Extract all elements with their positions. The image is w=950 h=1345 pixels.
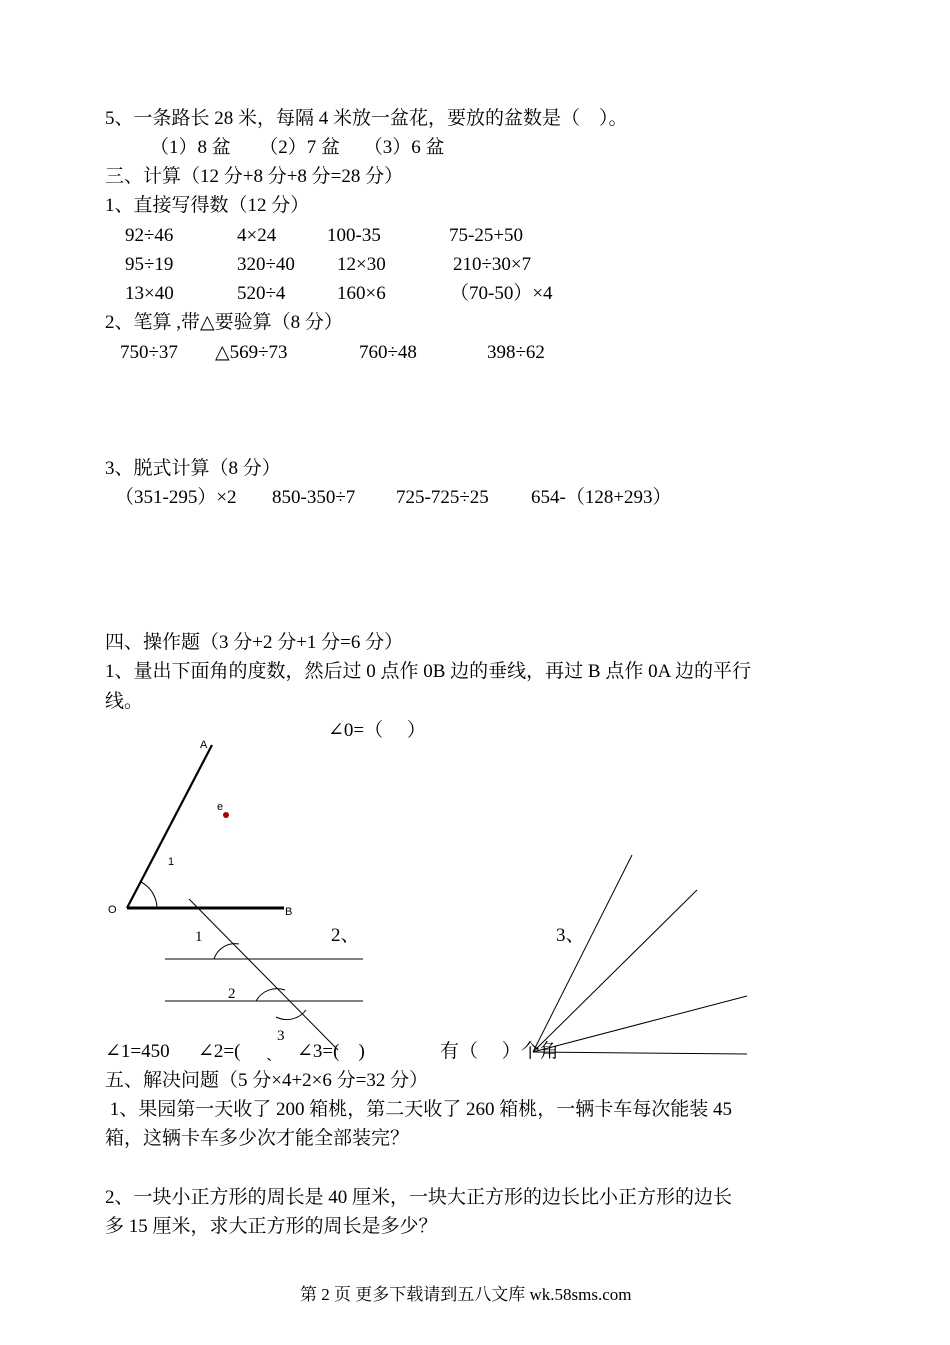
calc-r3-c1: 13×40 <box>125 283 174 304</box>
label-a: A <box>200 739 208 751</box>
angle-arc-2-2 <box>256 989 285 1001</box>
calc-r1-c1: 92÷46 <box>125 225 174 246</box>
calc-r2-c3: 12×30 <box>337 254 386 275</box>
section3-part2-title: 2、笔算 ,带△要验算（8 分） <box>105 312 343 333</box>
label-2-angle-2: 2 <box>228 986 236 1002</box>
label-angle-1: 1 <box>168 856 175 868</box>
stepwise-calc-1: （351-295）×2 <box>115 487 237 508</box>
calc-r3-c4: （70-50）×4 <box>450 283 553 304</box>
label-2-angle-1: 1 <box>195 929 203 945</box>
section5-title: 五、解决问题（5 分×4+2×6 分=32 分） <box>105 1070 429 1091</box>
section5-q2-line2: 多 15 厘米，求大正方形的周长是多少？ <box>105 1216 438 1237</box>
label-o: O <box>108 904 117 916</box>
ray-3-3 <box>533 996 747 1052</box>
label-b: B <box>285 906 293 918</box>
ray-oa <box>127 745 212 908</box>
figure-2-parallel-lines <box>165 899 363 1050</box>
section4-q1-line1: 1、量出下面角的度数，然后过 0 点作 0B 边的垂线，再过 B 点作 0A 边的平行 <box>105 661 752 682</box>
section3-title: 三、计算（12 分+8 分+8 分=28 分） <box>105 166 404 187</box>
figure-1-angle <box>108 739 292 918</box>
written-calc-3: 760÷48 <box>359 342 417 363</box>
transversal-line <box>189 899 338 1050</box>
label-e: e <box>217 801 224 813</box>
section4-title: 四、操作题（3 分+2 分+1 分=6 分） <box>105 632 404 653</box>
section5-q1-line2: 箱，这辆卡车多少次才能全部装完？ <box>105 1128 410 1149</box>
section5-q2-line1: 2、一块小正方形的周长是 40 厘米，一块大正方形的边长比小正方形的边长 <box>105 1187 733 1208</box>
answer-angle-3: ∠3=( ) <box>297 1041 365 1062</box>
ray-3-2 <box>533 890 697 1052</box>
calc-r1-c4: 75-25+50 <box>449 225 524 246</box>
calc-r1-c2: 4×24 <box>237 225 277 246</box>
figure-2-number: 2、 <box>331 925 360 946</box>
written-calc-2: △569÷73 <box>215 342 288 363</box>
ray-3-4 <box>533 1052 747 1054</box>
calc-r3-c3: 160×6 <box>337 283 386 304</box>
ray-3-1 <box>533 855 632 1052</box>
answer-angle-count: 有（ ）个角 <box>440 1041 559 1062</box>
written-calc-1: 750÷37 <box>120 342 178 363</box>
page-footer: 第 2 页 更多下载请到五八文库 wk.58sms.com <box>300 1285 632 1304</box>
section3-part3-title: 3、脱式计算（8 分） <box>105 458 281 479</box>
q5-question: 5、一条路长 28 米，每隔 4 米放一盆花，要放的盆数是（ ）。 <box>105 108 628 129</box>
label-2-angle-3: 3 <box>277 1028 285 1044</box>
answer-angle-1: ∠1=450 <box>105 1041 170 1062</box>
angle-arc-2-3 <box>276 1010 306 1020</box>
answer-angle-2: ∠2=( <box>198 1041 241 1062</box>
written-calc-4: 398÷62 <box>487 342 545 363</box>
section5-q1-line1: 1、果园第一天收了 200 箱桃，第二天收了 260 箱桃，一辆卡车每次能装 45 <box>105 1099 733 1120</box>
answer-angle-2-mark: ˏ <box>266 1041 273 1062</box>
stepwise-calc-3: 725-725÷25 <box>396 487 489 508</box>
q5-options: （1）8 盆 （2）7 盆 （3）6 盆 <box>150 137 445 158</box>
point-e <box>223 812 229 818</box>
section4-q1-line2: 线。 <box>105 691 144 712</box>
section3-part1-title: 1、直接写得数（12 分） <box>105 195 310 216</box>
calc-r2-c1: 95÷19 <box>125 254 174 275</box>
calc-r2-c4: 210÷30×7 <box>453 254 532 275</box>
calc-r2-c2: 320÷40 <box>237 254 295 275</box>
angle-arc-1 <box>141 882 157 908</box>
calc-r1-c3: 100-35 <box>327 225 381 246</box>
stepwise-calc-2: 850-350÷7 <box>272 487 356 508</box>
figure-3-rays <box>533 855 747 1054</box>
figure-3-number: 3、 <box>556 925 585 946</box>
stepwise-calc-4: 654-（128+293） <box>531 487 672 508</box>
angle-prompt: ∠0=（ ） <box>328 720 426 741</box>
calc-r3-c2: 520÷4 <box>237 283 286 304</box>
